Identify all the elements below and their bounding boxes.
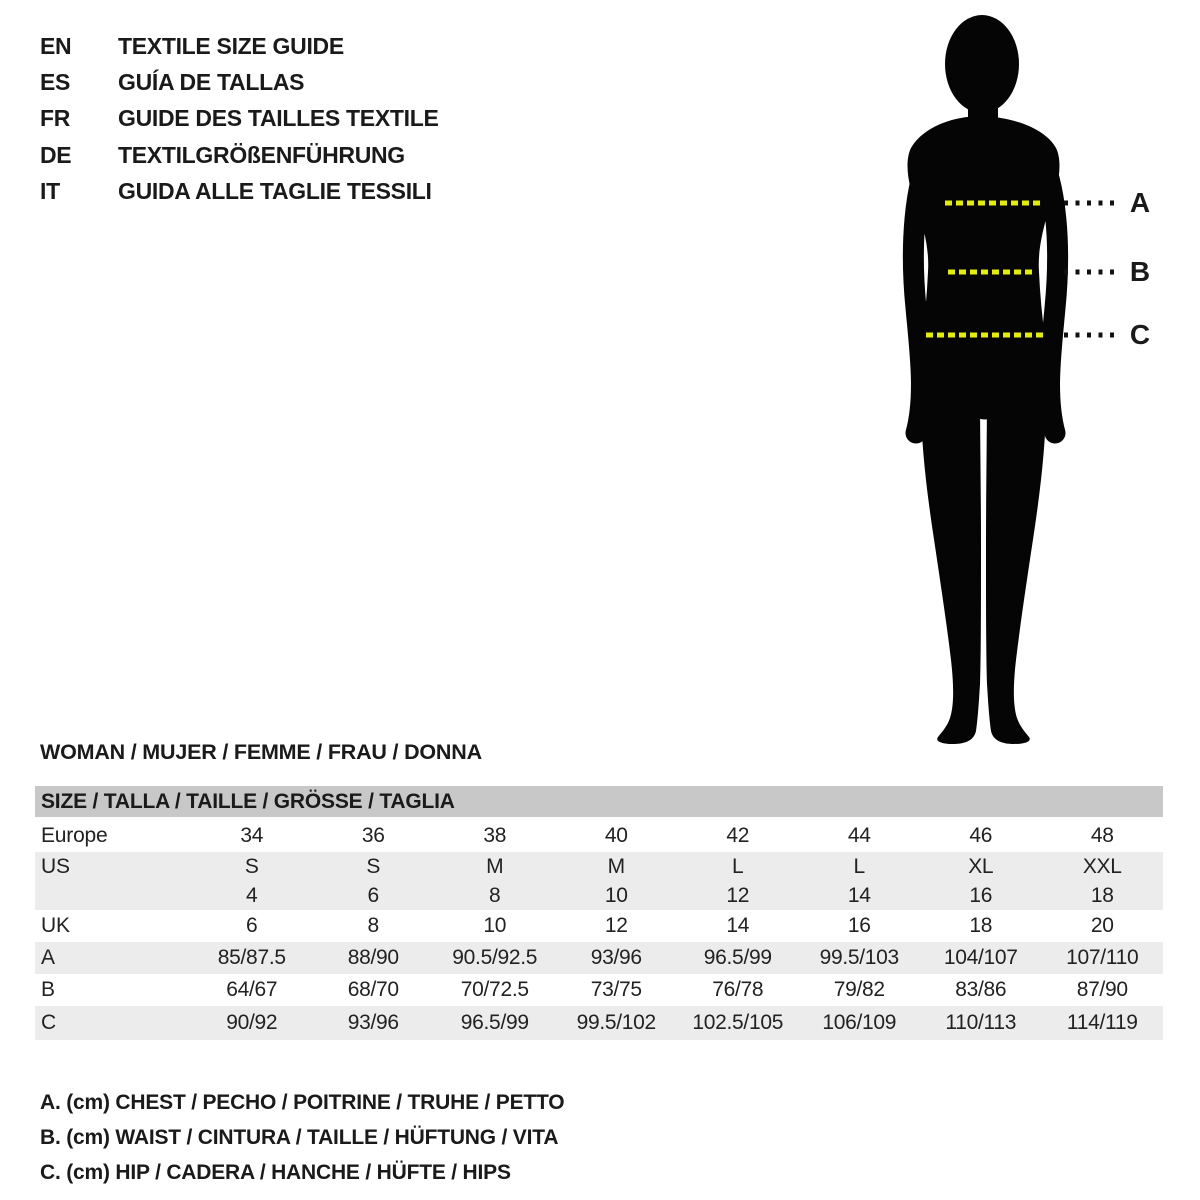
marker-letter-chest: A (1129, 187, 1151, 218)
marker-letter-waist: B (1129, 256, 1151, 287)
size-cell: L (732, 855, 744, 878)
leader-dot-lines (1064, 203, 1118, 335)
table-row-uk (35, 910, 1163, 942)
size-table-header: SIZE / TALLA / TAILLE / GRÖSSE / TAGLIA (35, 786, 1163, 817)
size-cell: 6 (246, 914, 258, 937)
size-cell: 70/72.5 (460, 978, 529, 1001)
size-cell: 79/82 (833, 978, 885, 1001)
size-cell: 93/96 (590, 946, 642, 969)
size-cell: 10 (483, 914, 507, 937)
size-cell: 18 (969, 914, 993, 937)
size-cell: 85/87.5 (217, 946, 286, 969)
page-title-es: GUÍA DE TALLAS (118, 69, 305, 96)
size-cell: 16 (847, 914, 871, 937)
size-cell: 44 (847, 823, 871, 847)
lang-row-en (40, 28, 439, 64)
size-cell: 6 (367, 884, 379, 907)
size-cell: 42 (726, 823, 750, 847)
size-cell: 64/67 (226, 978, 278, 1001)
row-label: C (41, 1011, 56, 1034)
size-cell: 90.5/92.5 (452, 946, 538, 969)
size-cell: 4 (246, 884, 258, 907)
size-cell: 96.5/99 (703, 946, 772, 969)
size-cell: 20 (1090, 914, 1114, 937)
size-cell: M (607, 855, 625, 878)
size-cell: 87/90 (1076, 978, 1128, 1001)
size-cell: 110/113 (945, 1011, 1017, 1034)
table-row-chest-a (35, 942, 1163, 974)
size-cell: 12 (604, 914, 628, 937)
size-cell: 48 (1090, 823, 1114, 847)
table-row-europe (35, 819, 1163, 852)
size-cell: 88/90 (347, 946, 399, 969)
row-label: A (41, 946, 55, 969)
size-cell: 14 (847, 884, 871, 907)
size-cell: XXL (1082, 855, 1122, 878)
size-cell: 8 (367, 914, 379, 937)
size-cell: 90/92 (226, 1011, 278, 1034)
lang-code: EN (40, 32, 72, 59)
size-cell: 107/110 (1066, 946, 1139, 969)
measurement-legend (40, 1086, 564, 1190)
size-cell: 99.5/102 (576, 1011, 656, 1034)
table-row-waist-b (35, 974, 1163, 1006)
page-title-de: TEXTILGRÖßENFÜHRUNG (118, 141, 405, 168)
size-cell: 106/109 (822, 1011, 897, 1034)
size-cell: S (366, 855, 381, 878)
size-cell: 93/96 (347, 1011, 399, 1034)
size-table (35, 786, 1163, 1040)
size-cell: 46 (969, 823, 993, 847)
size-cell: M (486, 855, 504, 878)
woman-silhouette-figure (888, 8, 1160, 752)
size-cell: 114/119 (1066, 1011, 1138, 1034)
language-title-list (40, 28, 439, 210)
page-title-fr: GUIDE DES TAILLES TEXTILE (118, 105, 439, 132)
lang-code: DE (40, 141, 72, 168)
page-title-it: GUIDA ALLE TAGLIE TESSILI (118, 178, 432, 205)
size-cell: 68/70 (347, 978, 399, 1001)
size-cell: S (244, 855, 259, 878)
size-cell: L (853, 855, 865, 878)
row-label: UK (41, 914, 70, 937)
legend-hip: C. (cm) HIP / CADERA / HANCHE / HÜFTE / HIPS (40, 1160, 511, 1184)
table-row-us-letters (35, 852, 1163, 882)
section-title-woman: WOMAN / MUJER / FEMME / FRAU / DONNA (40, 740, 482, 764)
row-label: US (41, 855, 70, 878)
size-cell: 40 (604, 823, 628, 847)
lang-row-de (40, 137, 439, 173)
size-cell: 83/86 (955, 978, 1007, 1001)
size-cell: 102.5/105 (692, 1011, 784, 1034)
size-cell: 12 (726, 884, 750, 907)
lang-row-es (40, 64, 439, 100)
lang-code: ES (40, 69, 71, 96)
row-label: B (41, 978, 55, 1001)
page-title: TEXTILE SIZE GUIDE (118, 32, 344, 59)
size-cell: 76/78 (712, 978, 764, 1001)
lang-row-it (40, 174, 439, 210)
table-row-us-numbers (35, 882, 1163, 910)
row-label: Europe (41, 823, 108, 847)
table-row-hip-c (35, 1006, 1163, 1040)
size-cell: 73/75 (590, 978, 642, 1001)
size-cell: 96.5/99 (460, 1011, 529, 1034)
size-cell: XL (968, 855, 994, 878)
lang-row-fr (40, 101, 439, 137)
lang-code: IT (40, 178, 60, 205)
size-cell: 16 (969, 884, 993, 907)
size-cell: 99.5/103 (819, 946, 899, 969)
size-cell: 14 (726, 914, 750, 937)
size-cell: 36 (361, 823, 385, 847)
size-cell: 10 (604, 884, 628, 907)
marker-letter-hip: C (1129, 319, 1151, 350)
legend-chest: A. (cm) CHEST / PECHO / POITRINE / TRUHE / PETTO (40, 1091, 565, 1115)
woman-silhouette (908, 15, 1060, 744)
size-cell: 18 (1090, 884, 1114, 907)
legend-waist: B. (cm) WAIST / CINTURA / TAILLE / HÜFTUNG / VITA (40, 1126, 559, 1150)
size-cell: 104/107 (943, 946, 1018, 969)
lang-code: FR (40, 105, 71, 132)
size-cell: 38 (483, 823, 507, 847)
size-cell: 8 (489, 884, 501, 907)
size-cell: 34 (240, 823, 264, 847)
